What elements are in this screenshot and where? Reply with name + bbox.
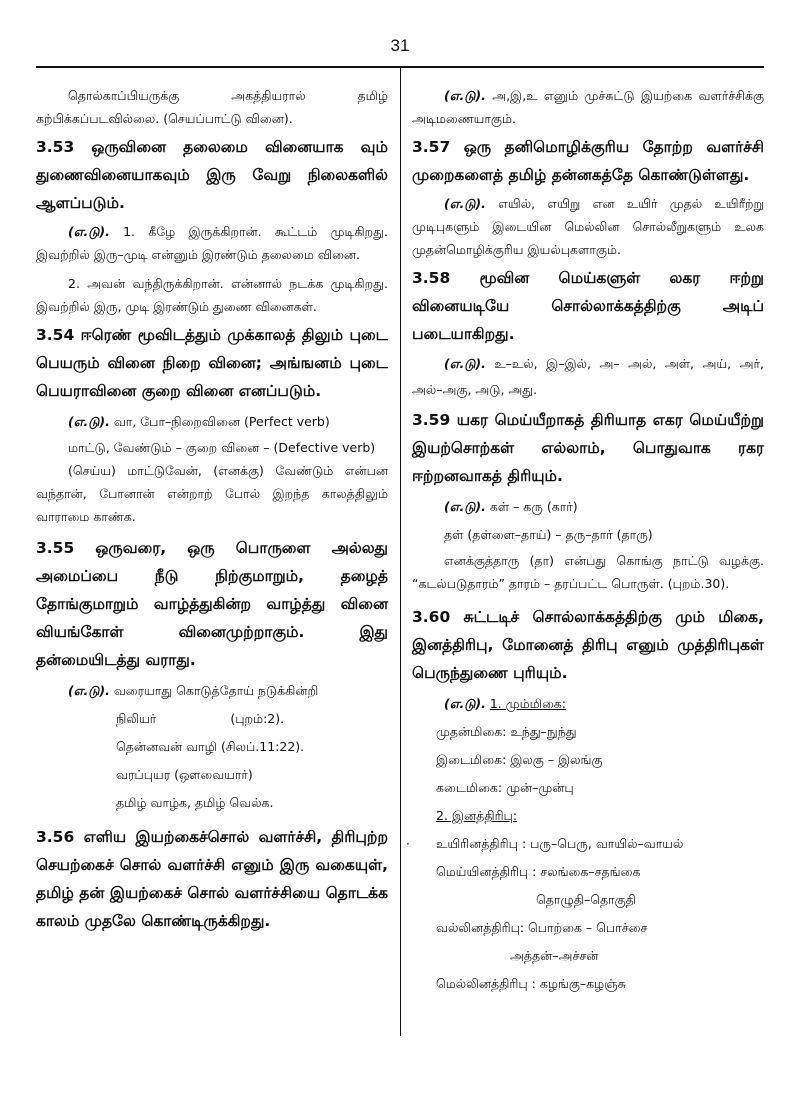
list-item: முதன்மிகை: உந்து–நுந்து: [436, 724, 577, 739]
rule-3-55-verse-3: தென்னவன் வாழி (சிலப்.11:22).: [116, 739, 305, 754]
example-text: எயில், எயிறு என உயிர் முதல் உயிரீற்று முடிபுகளும் இடையின மெல்லின சொல்லீறுகளும் உலக முதன்மொழிக்குரிய இயல்புகளாகும்.: [412, 196, 764, 257]
rule-3-60-heading: 3.60 சுட்டடிச் சொல்லாக்கத்திற்கு மும் மிகை, இனத்திரிபு, மோனைத் திரிபு எனும் முத்திரிபுகள் பெருந்துணை புரியும்.: [412, 608, 764, 682]
rule-3-54-example-1: [36, 408, 388, 436]
example-label: (எ.டு).: [444, 356, 486, 371]
rule-3-54-example-2: மாட்டு, வேண்டும் – குறை வினை – (Defective verb): [68, 440, 376, 455]
list-item: மெய்யினத்திரிபு : சலங்கை–சதங்கை: [436, 864, 641, 879]
page-number: 31: [390, 36, 410, 55]
rule-3-58-example: [412, 351, 764, 403]
example-label: (எ.டு).: [68, 414, 110, 429]
rule-3-53-heading: 3.53 ஒருவினை தலைமை வினையாக வும் துணைவினையாகவும் இரு வேறு நிலைகளில் ஆளப்படும்.: [36, 138, 388, 212]
left-column: [36, 84, 388, 938]
rule-3-60-subhead-1: [412, 690, 764, 718]
example-text: உ–உல், இ–இல், அ– அல், அள், அய், அர், அல்–அகு, அடு, அது.: [412, 356, 764, 397]
right-intro-paragraph: [412, 84, 764, 130]
example-text: 1. கீழே இருக்கிறான். கூட்டம் முடிகிறது. இவற்றில் இரு–முடி என்னும் இரண்டும் தலைமை வினை.: [36, 224, 388, 262]
list-item: கடைமிகை: முன்–முன்பு: [436, 780, 574, 795]
list-item: மெல்லினத்திரிபு : கழங்கு–கழஞ்சு: [436, 976, 626, 991]
verse-source: (புறம்:2).: [230, 711, 285, 726]
rule-3-60-subhead-2: [412, 802, 764, 830]
rule-3-55-verse-1: [36, 677, 388, 705]
intro-paragraph: தொல்காப்பியருக்கு அகத்தியரால் தமிழ் கற்பிக்கப்படவில்லை. (செயப்பாட்டு வினை).: [36, 88, 388, 126]
rule-3-59-example-1: [412, 493, 764, 521]
rule-3-59-example-3: எனக்குத்தாரு (தா) என்பது கொங்கு நாட்டு வழக்கு. “கடல்படுதாரம்” தாரம் – தரப்பட்ட பொருள். (புறம்.30).: [412, 553, 764, 591]
example-label: (எ.டு).: [68, 683, 110, 698]
example-text: அ,இ,உ எனும் முச்சுட்டு இயற்கை வளர்ச்சிக்கு அடிமணையாகும்.: [412, 88, 764, 126]
rule-3-59-heading: 3.59 யகர மெய்யீறாகத் திரியாத எகர மெய்யீற்று இயற்சொற்கள் எல்லாம், பொதுவாக ரகர ஈற்றனவாகத் திரியும்.: [412, 411, 764, 485]
example-label: (எ.டு).: [444, 88, 486, 103]
verse-line: வரையாது கொடுத்தோய் நடுக்கின்றி: [113, 683, 319, 698]
rule-3-54-example-3: (செய்ய) மாட்டுவேன், (எனக்கு) வேண்டும் என்பன வந்தான், போனான் என்றாற் போல் இறந்த காலத்திலும் வாராமை காண்க.: [36, 463, 388, 524]
rule-3-56-heading: 3.56 எளிய இயற்கைச்சொல் வளர்ச்சி, திரிபுற்ற செயற்கைச் சொல் வளர்ச்சி எனும் இரு வகையுள், தமிழ் தன் இயற்கைச் சொல் வளர்ச்சியை தொடக்க காலம் முதலே கொண்டிருக்கிறது.: [36, 828, 388, 930]
right-column: [406, 84, 764, 998]
column-divider: [400, 66, 401, 1036]
rule-3-55-heading: 3.55 ஒருவரை, ஒரு பொருளை அல்லது அமைப்பை நீடு நிற்குமாறும், தழைத் தோங்குமாறும் வாழ்த்துகின்ற வாழ்த்து வினை வியங்கோள் வினைமுற்றாகும். இது தன்மையிடத்து வராது.: [36, 539, 388, 669]
subhead-text: 2. இனத்திரிபு:: [436, 808, 518, 823]
example-label: (எ.டு).: [444, 196, 486, 211]
rule-3-55-verse-5: தமிழ் வாழ்க, தமிழ் வெல்க.: [116, 795, 274, 810]
rule-3-57-heading: 3.57 ஒரு தனிமொழிக்குரிய தோற்ற வளர்ச்சி முறைகளைத் தமிழ் தன்னகத்தே கொண்டுள்ளது.: [412, 138, 764, 184]
list-item: தொழுதி–தொகுதி: [536, 892, 636, 907]
rule-3-58-heading: 3.58 மூவின மெய்களுள் லகர ஈற்று வினையடியே சொல்லாக்கத்திற்கு அடிப் படையாகிறது.: [412, 269, 764, 343]
example-text: கள் – கரு (கார்): [489, 499, 578, 514]
example-text: வா, போ–நிறைவினை (Perfect verb): [113, 414, 330, 429]
list-item-text: உயிரினத்திரிபு : பரு–பெரு, வாயில்–வாயல்: [436, 836, 684, 851]
rule-3-55-verse-4: வரப்புயர (ஔவையார்): [116, 767, 253, 782]
rule-3-59-example-2: தள் (தள்ளை–தாய்) – தரு–தார் (தாரு): [444, 527, 653, 542]
subhead-text: 1. மும்மிகை:: [489, 696, 567, 711]
list-item: அத்தன்–அச்சன்: [510, 948, 599, 963]
list-item: வல்லினத்திரிபு: பொற்கை – பொச்சை: [436, 920, 648, 935]
example-label: (எ.டு).: [68, 224, 110, 239]
rule-3-55-verse-2: [36, 705, 388, 733]
example-label: (எ.டு).: [444, 499, 486, 514]
bullet-dot: ·: [406, 837, 410, 851]
rule-3-57-example: [412, 192, 764, 261]
list-item: இடைமிகை: இலகு – இலங்கு: [436, 752, 603, 767]
rule-3-54-heading: 3.54 ஈரெண் மூவிடத்தும் முக்காலத் திலும் புடை பெயரும் வினை நிறை வினை; அங்ஙனம் புடை பெயராவினை குறை வினை எனப்படும்.: [36, 326, 388, 400]
example-label: (எ.டு).: [444, 696, 486, 711]
rule-3-53-example-2: 2. அவன் வந்திருக்கிறான். என்னால் நடக்க முடிகிறது. இவற்றில் இரு, முடி இரண்டும் துணை வினைகள்.: [36, 276, 388, 314]
verse-line: நிலியர்: [116, 711, 157, 726]
list-item: [406, 830, 764, 858]
rule-3-53-example-1: [36, 220, 388, 266]
